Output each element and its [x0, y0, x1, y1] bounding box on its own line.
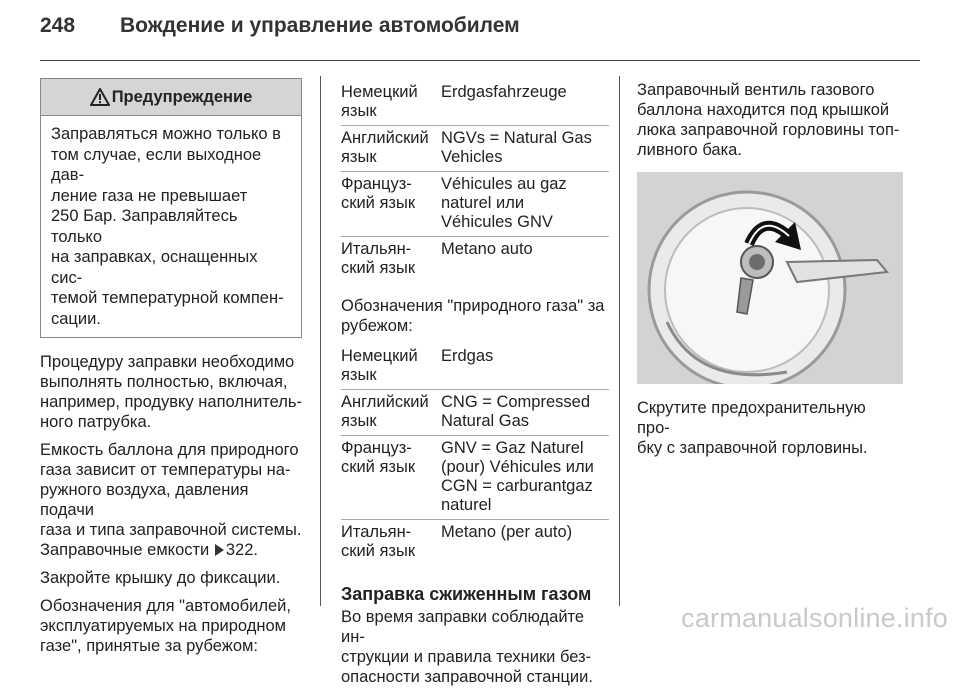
term-cell: Erdgasfahrzeuge	[441, 83, 567, 101]
language-cell: Немецкий язык	[341, 83, 418, 120]
text-line: выполнять полностью, включая,	[40, 373, 288, 391]
text-line: например, продувку наполнитель-	[40, 393, 303, 411]
text-line: Обозначения "природного газа" за	[341, 297, 605, 315]
text-line: ного патрубка.	[40, 413, 152, 431]
page-reference-link[interactable]: 322.	[225, 541, 258, 559]
warning-line: на заправках, оснащенных сис-	[51, 248, 258, 287]
paragraph-unscrew-cap	[637, 398, 903, 458]
text-line: газе", принятые за рубежом:	[40, 637, 258, 655]
paragraph-capacity	[40, 440, 302, 560]
text-line: бку с заправочной горловины.	[637, 439, 868, 457]
table-row	[341, 237, 609, 283]
text-line: газа зависит от температуры на-	[40, 461, 291, 479]
column-middle	[341, 80, 611, 695]
text-line: газа и типа заправочной системы.	[40, 521, 302, 539]
warning-line: 250 Бар. Заправляйтесь только	[51, 207, 238, 246]
fuel-filler-photo	[637, 172, 903, 384]
filler-cap-illustration	[637, 172, 903, 384]
paragraph-lpg	[341, 607, 611, 687]
language-cell: Француз- ский язык	[341, 439, 416, 476]
warning-line: Заправляться можно только в	[51, 125, 281, 143]
section-heading-lpg: Заправка сжиженным газом	[341, 584, 592, 604]
warning-line: темой температурной компен-	[51, 289, 284, 307]
language-cell: Француз- ский язык	[341, 175, 416, 212]
paragraph-procedure	[40, 352, 302, 432]
paragraph-designations	[40, 596, 302, 656]
term-cell: Metano (per auto)	[441, 523, 573, 541]
paragraph-close-lid	[40, 568, 302, 588]
text-line: люка заправочной горловины топ-	[637, 121, 900, 139]
column-divider-2	[619, 76, 620, 606]
term-cell: Véhicules au gaz naturel или Véhicules GNV	[441, 175, 567, 231]
text-line: Заправочный вентиль газового	[637, 81, 875, 99]
table-row	[341, 390, 609, 436]
warning-title: Предупреждение	[111, 87, 253, 106]
header-divider	[40, 60, 920, 61]
language-cell: Итальян- ский язык	[341, 523, 416, 560]
table-row	[341, 80, 609, 126]
term-cell: NGVs = Natural Gas Vehicles	[441, 129, 592, 166]
table-row	[341, 172, 609, 237]
watermark: carmanualsonline.info	[681, 603, 948, 633]
vehicle-designation-table	[341, 80, 609, 282]
paragraph-gas-designations	[341, 296, 611, 336]
text-line: Емкость баллона для природного	[40, 441, 299, 459]
warning-line: том случае, если выходное дав-	[51, 145, 262, 184]
table-row	[341, 436, 609, 520]
gas-designation-table	[341, 344, 609, 565]
warning-box	[40, 78, 302, 338]
term-cell: Metano auto	[441, 240, 533, 258]
text-line: ливного бака.	[637, 141, 742, 159]
page-number: 248	[40, 14, 76, 37]
warning-line: сации.	[51, 309, 101, 328]
term-cell: GNV = Gaz Naturel (pour) Véhicules или CGN = carburantgaz naturel	[441, 439, 594, 514]
language-cell: Итальян- ский язык	[341, 240, 416, 277]
text-line: Во время заправки соблюдайте ин-	[341, 608, 585, 646]
text-line: Заправочные емкости	[40, 541, 210, 559]
language-cell: Английский язык	[341, 129, 429, 166]
warning-triangle-icon	[90, 88, 110, 106]
text-line: баллона находится под крышкой	[637, 101, 890, 119]
column-right	[637, 80, 903, 466]
page-header	[40, 14, 520, 44]
text-line: Процедуру заправки необходимо	[40, 353, 295, 371]
warning-header	[41, 79, 301, 116]
text-line: рубежом:	[341, 317, 413, 335]
text-line: ружного воздуха, давления подачи	[40, 481, 249, 519]
term-cell: Erdgas	[441, 347, 494, 365]
column-divider-1	[320, 76, 321, 606]
language-cell: Английский язык	[341, 393, 429, 430]
warning-line: ление газа не превышает	[51, 186, 248, 205]
paragraph-valve-location	[637, 80, 903, 160]
text-line: Скрутите предохранительную про-	[637, 399, 866, 437]
text-line: эксплуатируемых на природном	[40, 617, 287, 635]
table-row	[341, 126, 609, 172]
text-line: опасности заправочной станции.	[341, 668, 593, 686]
term-cell: CNG = Compressed Natural Gas	[441, 393, 591, 430]
text-line: Обозначения для "автомобилей,	[40, 597, 291, 615]
reference-arrow-icon	[215, 544, 224, 556]
column-left	[40, 78, 302, 664]
page-title: Вождение и управление автомобилем	[120, 14, 520, 37]
table-row	[341, 520, 609, 566]
warning-text	[41, 116, 301, 337]
language-cell: Немецкий язык	[341, 347, 418, 384]
text-line: Закройте крышку до фиксации.	[40, 569, 281, 587]
table-row	[341, 344, 609, 390]
text-line: струкции и правила техники без-	[341, 648, 592, 666]
